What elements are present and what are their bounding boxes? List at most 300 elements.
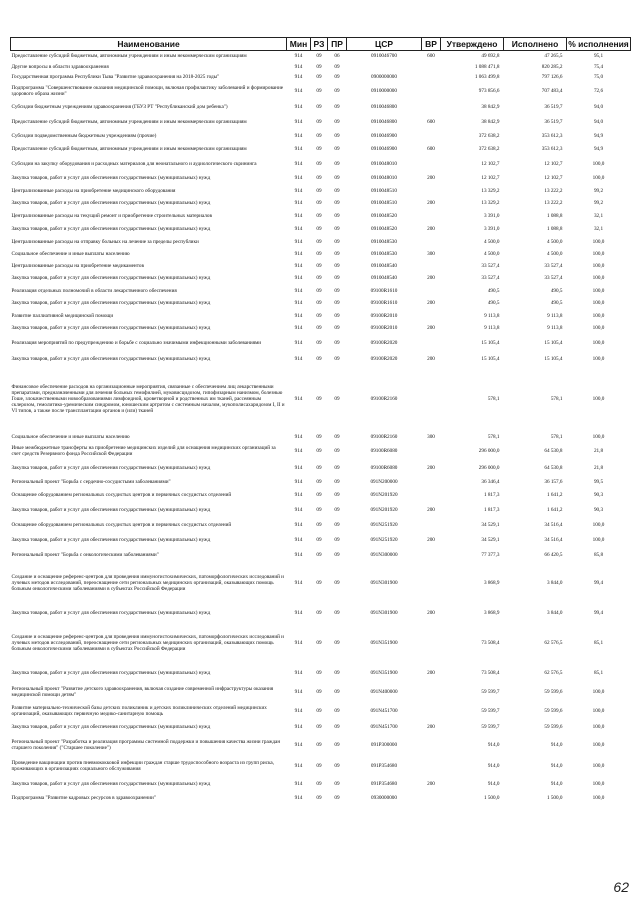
row-pr-cell: 09 [334,275,340,281]
row-approved-cell: 1 817,3 [483,507,500,513]
row-csr-cell: 091N351900 [370,669,398,676]
row-pr-cell: 09 [334,464,340,471]
row-rz-cell: 09 [316,300,322,306]
table-body [11,51,631,804]
row-name-cell: Субсидии бюджетным учреждениям здравоохранения (ГБУЗ РТ "Республиканский дом ребенка") [11,104,228,110]
row-rz-cell: 09 [316,187,322,194]
row-executed-cell: 15 105,4 [544,355,563,362]
row-csr-cell [347,62,422,72]
row-csr-cell: 091P354680 [370,781,398,787]
row-percent-cell: 94,9 [593,132,604,139]
row-vr-cell [422,62,441,72]
row-vr-cell [422,792,441,804]
row-executed-cell: 490,5 [550,300,563,306]
row-rz-cell: 09 [316,464,322,471]
row-approved-cell: 49 692,8 [481,53,500,60]
row-vr-cell: 200 [427,669,435,676]
table-row [11,172,631,185]
row-percent-cell: 100,0 [592,250,605,257]
row-pr-cell: 09 [334,395,340,402]
row-approved-cell: 4 500,0 [483,250,500,257]
row-csr-cell: 0910048540 [371,275,397,281]
row-executed-cell: 33 527,4 [544,275,563,281]
row-approved-cell: 1 817,3 [483,492,500,498]
row-pr-cell: 09 [334,312,340,319]
row-vr-cell: 200 [427,200,435,206]
row-pr-cell: 09 [334,74,340,80]
row-csr-cell: 091N451700 [370,707,398,714]
row-percent-cell: 94,0 [593,104,604,110]
row-approved-cell: 4 500,0 [483,238,500,245]
row-pr-cell: 09 [334,448,340,454]
row-executed-cell: 34 516,4 [544,537,563,543]
row-min-cell: 914 [294,119,303,125]
row-rz-cell: 09 [316,724,322,730]
row-pr-cell: 09 [334,88,340,94]
row-rz-cell: 09 [316,579,322,586]
row-vr-cell: 300 [427,250,435,257]
table-row [11,548,631,562]
table-row [11,533,631,548]
row-pr-cell: 09 [334,688,340,695]
row-rz-cell: 09 [316,200,322,206]
row-name-cell: Развитие паллиативной медицинской помощи [11,312,114,319]
row-min-cell: 914 [294,226,303,232]
row-csr-cell: 0910046800 [371,119,397,125]
row-rz-cell: 09 [316,275,322,281]
row-min-cell: 914 [294,609,303,616]
row-approved-cell: 296 000,0 [478,464,500,471]
row-csr-cell: 09100R2010 [370,325,398,331]
row-vr-cell [422,310,441,322]
header-rz: РЗ [311,38,328,51]
row-pr-cell: 09 [334,579,340,586]
row-csr-cell: 09100R1610 [370,287,398,294]
row-approved-cell: 3 868,9 [483,579,500,586]
row-name-cell: Закупка товаров, работ и услуг для обеспечения государственных (муниципальных) нужд [11,275,211,281]
row-percent-cell: 99,4 [593,609,604,616]
row-min-cell: 914 [294,53,303,60]
row-percent-cell: 90,3 [593,507,604,513]
row-pr-cell: 09 [334,238,340,245]
row-name-cell: Закупка товаров, работ и услуг для обеспечения государственных (муниципальных) нужд [11,669,211,676]
row-min-cell: 914 [294,339,303,346]
row-approved-cell: 3 391,0 [483,226,500,232]
row-approved-cell: 38 842,9 [481,119,500,125]
row-min-cell: 914 [294,669,303,676]
row-csr-cell: 0910000000 [371,88,397,94]
row-approved-cell: 973 856,6 [478,88,500,94]
row-name-cell: Закупка товаров, работ и услуг для обеспечения государственных (муниципальных) нужд [11,355,211,362]
table-row [11,755,631,777]
row-rz-cell: 09 [316,669,322,676]
row-executed-cell: 64 530,8 [544,448,563,454]
table-row [11,83,631,100]
row-executed-cell: 1 641,2 [546,492,563,498]
row-min-cell: 914 [294,238,303,245]
row-percent-cell: 99,2 [593,200,604,206]
row-pr-cell: 09 [334,762,340,769]
row-csr-cell: 0910046900 [371,146,397,152]
row-approved-cell: 3 391,0 [483,213,500,219]
row-min-cell: 914 [294,707,303,714]
row-pr-cell: 09 [334,724,340,730]
row-approved-cell: 77 377,3 [481,551,500,558]
row-executed-cell: 34 516,4 [544,522,563,528]
row-approved-cell: 73 508,4 [481,639,500,646]
row-name-cell: Централизованные расходы на отправку больных на лечение за пределы республики [11,238,199,245]
row-pr-cell: 09 [334,175,340,181]
row-executed-cell: 12 102,7 [544,161,563,167]
row-csr-cell: 0910048530 [371,238,397,245]
row-vr-cell [422,157,441,172]
row-percent-cell: 100,0 [592,707,605,714]
row-name-cell: Закупка товаров, работ и услуг для обеспечения государственных (муниципальных) нужд [11,724,211,730]
row-vr-cell: 600 [427,146,435,152]
row-name-cell: Создание и оснащение референс-центров для проведения иммуногистохимических, патоморфологических исследований и лучевых методов исследований, переоснащение сети региональных медицинских организаций, оказывающих помощь больным онкологическими заболеваниями в субъектах Российской Федерации [11,633,284,652]
row-percent-cell: 85,1 [593,639,604,646]
row-rz-cell: 09 [316,688,322,695]
row-percent-cell: 32,1 [593,213,604,219]
row-csr-cell: 09100R6080 [370,464,398,471]
row-pr-cell: 09 [334,522,340,528]
row-rz-cell: 09 [316,395,322,402]
row-rz-cell: 09 [316,250,322,257]
row-approved-cell: 490,5 [487,287,500,294]
row-name-cell: Закупка товаров, работ и услуг для обеспечения государственных (муниципальных) нужд [11,609,211,616]
row-percent-cell: 100,0 [592,339,605,346]
row-csr-cell: 0910048010 [371,161,397,167]
row-rz-cell: 09 [316,88,322,94]
row-csr-cell: 091N301900 [370,579,398,586]
table-row [11,260,631,272]
row-vr-cell [422,562,441,604]
row-executed-cell: 820 285,2 [541,63,563,70]
table-row [11,142,631,157]
row-executed-cell: 36 519,7 [544,119,563,125]
row-min-cell: 914 [294,88,303,94]
table-row [11,367,631,431]
row-name-cell: Реализация мероприятий по предупреждению и борьбе с социально значимыми инфекционными заболеваниями [11,339,262,346]
row-rz-cell: 09 [316,262,322,269]
row-rz-cell: 09 [316,551,322,558]
table-row [11,518,631,533]
row-executed-cell: 36 157,6 [544,478,563,485]
row-csr-cell: 0910048540 [371,262,397,269]
table-row [11,310,631,322]
row-percent-cell: 100,0 [592,741,605,748]
row-vr-cell: 200 [427,300,435,306]
row-csr-cell: 091N300000 [370,551,398,558]
row-name-cell: Закупка товаров, работ и услуг для обеспечения государственных (муниципальных) нужд [11,200,211,206]
row-name-cell: Субсидии подведомственным бюджетным учреждениям (прочие) [11,132,157,139]
row-min-cell: 914 [294,287,303,294]
row-pr-cell: 09 [334,537,340,543]
row-rz-cell: 09 [316,448,322,454]
row-pr-cell: 06 [334,53,340,60]
row-approved-cell: 38 842,9 [481,104,500,110]
row-percent-cell: 72,6 [593,88,604,94]
page-number: 62 [613,879,629,895]
row-min-cell: 914 [294,433,303,440]
row-executed-cell: 490,5 [550,287,563,294]
row-rz-cell: 09 [316,492,322,498]
row-vr-cell [422,335,441,351]
row-vr-cell [422,755,441,777]
table-row [11,51,631,62]
row-name-cell: Подпрограмма "Совершенствование оказания медицинской помощи, включая профилактику заболеваний и формирование здорового образа жизни" [11,85,284,97]
row-min-cell: 914 [294,448,303,454]
row-name-cell: Подпрограмма "Развитие кадровых ресурсов в здравоохранении" [11,794,156,801]
row-csr-cell: 0910048510 [371,187,397,194]
row-pr-cell: 09 [334,146,340,152]
row-rz-cell: 09 [316,119,322,125]
row-vr-cell [422,185,441,197]
table-row [11,322,631,335]
row-rz-cell: 09 [316,522,322,528]
row-min-cell: 914 [294,312,303,319]
row-executed-cell: 62 576,5 [544,639,563,646]
row-executed-cell: 4 500,0 [546,238,563,245]
row-percent-cell: 95,1 [593,53,604,60]
row-min-cell: 914 [294,146,303,152]
row-percent-cell: 100,0 [592,395,605,402]
table-row [11,236,631,248]
row-min-cell: 914 [294,579,303,586]
row-vr-cell: 600 [427,119,435,125]
header-csr: ЦСР [347,38,422,51]
row-min-cell: 914 [294,464,303,471]
row-min-cell: 914 [294,275,303,281]
row-min-cell: 914 [294,187,303,194]
row-executed-cell: 1 641,2 [546,507,563,513]
row-executed-cell: 36 519,7 [544,104,563,110]
table-row [11,702,631,720]
row-rz-cell: 09 [316,433,322,440]
row-executed-cell: 1 088,8 [546,213,563,219]
row-min-cell: 914 [294,213,303,219]
row-approved-cell: 15 105,4 [481,339,500,346]
row-percent-cell: 100,0 [592,762,605,769]
row-approved-cell: 1 088 471,8 [474,63,500,70]
row-rz-cell: 09 [316,312,322,319]
row-percent-cell: 94,0 [593,119,604,125]
row-percent-cell: 100,0 [592,781,605,787]
budget-table [10,37,631,804]
table-row [11,185,631,197]
table-row [11,335,631,351]
row-approved-cell: 12 102,7 [481,175,500,181]
row-csr-cell: 09100R2160 [370,395,398,402]
row-percent-cell: 99,2 [593,187,604,194]
row-approved-cell: 59 599,7 [481,688,500,695]
table-row [11,210,631,223]
row-min-cell: 914 [294,794,303,801]
row-name-cell: Централизованные расходы на приобретение медицинского оборудования [11,187,176,194]
table-row [11,460,631,476]
row-vr-cell [422,236,441,248]
row-pr-cell: 09 [334,669,340,676]
row-min-cell: 914 [294,478,303,485]
row-vr-cell: 200 [427,537,435,543]
row-percent-cell: 100,0 [592,287,605,294]
row-percent-cell: 100,0 [592,275,605,281]
row-csr-cell: 0910048010 [371,175,397,181]
table-row [11,604,631,622]
row-rz-cell: 09 [316,781,322,787]
row-executed-cell: 578,1 [550,433,563,440]
row-min-cell: 914 [294,175,303,181]
row-approved-cell: 34 529,1 [481,522,500,528]
row-approved-cell: 372 638,2 [478,132,500,139]
table-row [11,62,631,72]
table-row [11,197,631,210]
row-executed-cell: 66 420,5 [544,551,563,558]
row-approved-cell: 578,1 [487,395,500,402]
row-min-cell: 914 [294,551,303,558]
row-csr-cell: 091N201920 [370,507,398,513]
row-vr-cell: 200 [427,275,435,281]
row-executed-cell: 914,0 [550,762,563,769]
row-vr-cell [422,476,441,488]
row-name-cell: Реализация отдельных полномочий в области лекарственного обеспечения [11,287,177,294]
row-pr-cell: 09 [334,507,340,513]
row-approved-cell: 914,0 [487,762,500,769]
row-approved-cell: 59 599,7 [481,707,500,714]
row-name-cell: Предоставление субсидий бюджетным, автономным учреждениям и иным некоммерческим организациям [11,146,247,152]
row-csr-cell: 091N200000 [370,478,398,485]
row-approved-cell: 13 329,2 [481,187,500,194]
table-row [11,735,631,755]
row-percent-cell: 100,0 [592,433,605,440]
row-executed-cell: 59 599,6 [544,707,563,714]
table-header-row [11,38,631,51]
row-name-cell: Иные межбюджетные трансферты на приобретение медицинских изделий для оснащения медицинских организаций за счет средств Резервного фонда Российской Федерации [11,445,276,457]
row-executed-cell: 59 599,6 [544,724,563,730]
row-pr-cell: 09 [334,433,340,440]
row-name-cell: Оснащение оборудованием региональных сосудистых центров и первичных сосудистых отделений [11,522,232,528]
row-executed-cell: 13 222,2 [544,200,563,206]
row-executed-cell: 797 126,6 [541,74,563,80]
row-vr-cell [422,210,441,223]
row-percent-cell: 100,0 [592,262,605,269]
row-rz-cell: 09 [316,226,322,232]
row-approved-cell: 296 000,0 [478,448,500,454]
row-pr-cell: 09 [334,781,340,787]
table-row [11,562,631,604]
row-vr-cell: 200 [427,781,435,787]
row-name-cell: Финансовое обеспечение расходов на организационные мероприятия, связанные с обеспечением лиц лекарственными препаратами, предназначенными для лечения больных гемофилией, муковисцидозом, гипофизарным нанизмом, болезнью Гоше, злокачественными новообразованиями лимфоидной, кроветворной и родственных им тканей, рассеянным склерозом, гемолитико-уремическим синдромом, юношеским артритом с системным началом, мукополисахаридозом I, II и VI типов, а также после трансплантации органов и (или) тканей [11,383,285,414]
row-pr-cell: 09 [334,609,340,616]
table-row [11,720,631,735]
table-row [11,476,631,488]
row-vr-cell: 200 [427,226,435,232]
row-name-cell: Закупка товаров, работ и услуг для обеспечения государственных (муниципальных) нужд [11,537,211,543]
row-pr-cell: 09 [334,161,340,167]
row-vr-cell [422,735,441,755]
row-name-cell: Региональный проект "Развитие детского здравоохранения, включая создание современной инфраструктуры оказания медицинской помощи детям" [11,685,274,698]
row-approved-cell: 1 063 499,8 [474,74,500,80]
row-pr-cell: 09 [334,355,340,362]
row-executed-cell: 4 500,0 [546,250,563,257]
row-vr-cell: 200 [427,464,435,471]
row-name-cell: Закупка товаров, работ и услуг для обеспечения государственных (муниципальных) нужд [11,226,211,232]
header-percent: % исполнения [568,39,629,49]
row-min-cell: 914 [294,507,303,513]
row-vr-cell: 200 [427,325,435,331]
row-min-cell: 914 [294,262,303,269]
row-percent-cell: 32,1 [593,226,604,232]
row-min-cell: 914 [294,781,303,787]
row-rz-cell: 09 [316,639,322,646]
header-name: Наименование [11,38,287,51]
row-percent-cell: 100,0 [592,300,605,306]
table-row [11,115,631,130]
row-vr-cell [422,488,441,503]
row-vr-cell [422,443,441,460]
row-executed-cell: 13 222,2 [544,187,563,194]
row-name-cell: Региональный проект "Борьба с сердечно-сосудистыми заболеваниями" [11,478,171,485]
row-name-cell: Региональный проект "Разработка и реализация программы системной поддержки и повышения качества жизни граждан старшего поколения" ("Старшее поколение") [11,738,281,751]
row-approved-cell: 33 527,4 [481,262,500,269]
row-approved-cell: 36 346,4 [481,478,500,485]
row-percent-cell: 75,0 [593,74,604,80]
row-percent-cell: 85,8 [593,551,604,558]
row-approved-cell: 13 329,2 [481,200,500,206]
row-pr-cell: 09 [334,213,340,219]
table-row [11,130,631,142]
row-name-cell: Создание и оснащение референс-центров для проведения иммуногистохимических, патоморфологических исследований и лучевых методов исследований, переоснащение сети региональных медицинских организаций, оказывающих помощь больным онкологическими заболеваниями в субъектах Российской Федерации [11,573,284,592]
row-name-cell: Закупка товаров, работ и услуг для обеспечения государственных (муниципальных) нужд [11,507,211,513]
row-executed-cell: 578,1 [550,395,563,402]
row-percent-cell: 100,0 [592,175,605,181]
row-vr-cell: 200 [427,355,435,362]
row-percent-cell: 99,4 [593,579,604,586]
row-min-cell: 914 [294,300,303,306]
row-executed-cell: 3 844,0 [546,609,563,616]
row-csr-cell: 091N251920 [370,537,398,543]
row-rz-cell: 09 [316,63,322,70]
row-rz-cell: 09 [316,762,322,769]
row-percent-cell: 100,0 [592,238,605,245]
row-executed-cell: 1 088,8 [546,226,563,232]
row-executed-cell: 62 576,5 [544,669,563,676]
row-executed-cell: 64 530,8 [544,464,563,471]
row-pr-cell: 09 [334,551,340,558]
row-approved-cell: 12 102,7 [481,161,500,167]
row-min-cell: 914 [294,492,303,498]
row-percent-cell: 21,8 [593,448,604,454]
row-name-cell: Проведение вакцинации против пневмококковой инфекции граждан старше трудоспособного возраста из групп риска, проживающих в организациях социального обслуживания [11,759,275,772]
row-rz-cell: 09 [316,175,322,181]
row-approved-cell: 3 868,9 [483,609,500,616]
row-csr-cell: 091N351900 [370,639,398,646]
row-percent-cell: 100,0 [592,688,605,695]
row-rz-cell: 09 [316,74,322,80]
row-pr-cell: 09 [334,325,340,331]
row-percent-cell: 100,0 [592,161,605,167]
table-row [11,777,631,792]
row-rz-cell: 09 [316,794,322,801]
row-vr-cell: 200 [427,609,435,616]
row-pr-cell: 09 [334,119,340,125]
row-executed-cell: 9 113,8 [547,325,563,331]
row-approved-cell: 1 500,0 [483,794,500,801]
row-vr-cell [422,285,441,297]
row-csr-cell: 091N301900 [370,609,398,616]
table-row [11,443,631,460]
row-name-cell: Оснащение оборудованием региональных сосудистых центров и первичных сосудистых отделений [11,492,232,498]
